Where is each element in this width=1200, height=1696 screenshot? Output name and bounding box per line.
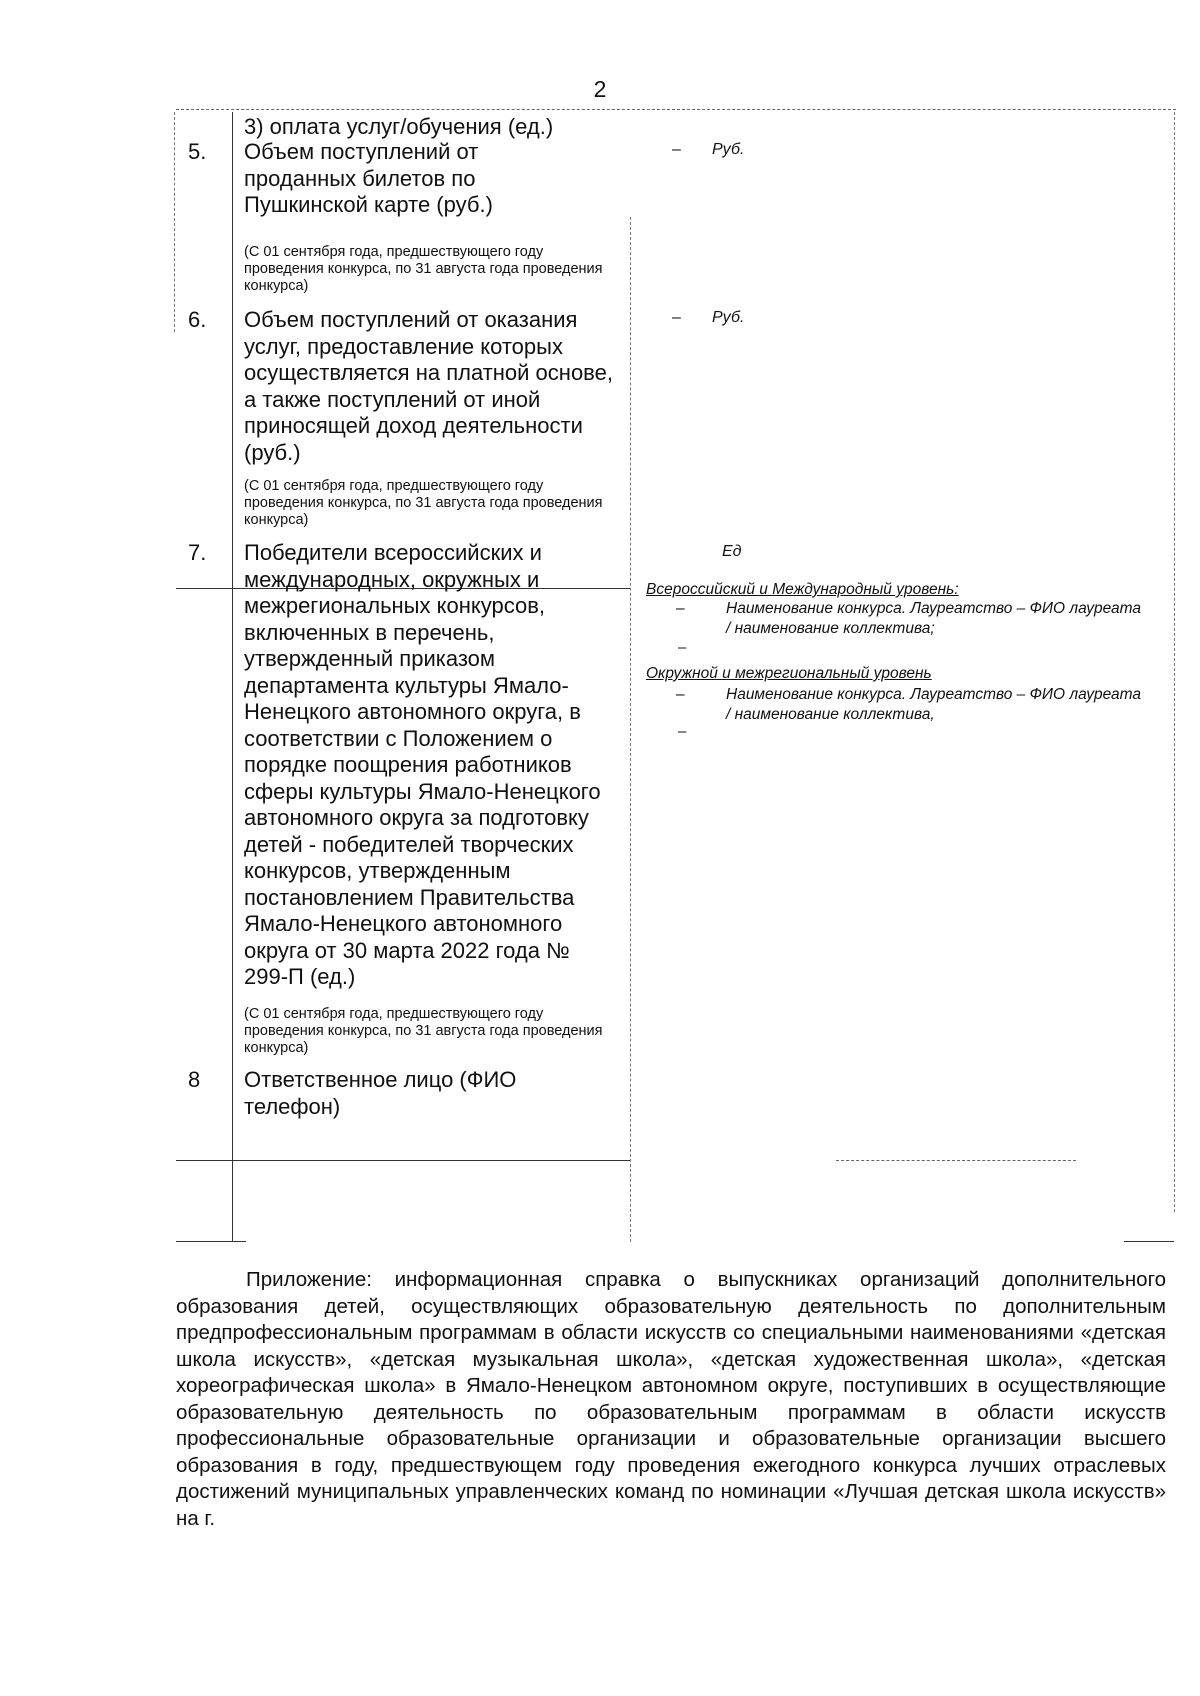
row-5-value-unit: Руб. xyxy=(712,141,745,158)
row-7-text: Победители всероссийских и международных, окружных и межрегиональных конкурсов, включенных в перечень, утвержденный приказом департамента культуры Ямало-Ненецкого автономного округа, в соответствии с Положением о порядке поощрения работников сферы культуры Ямало-Ненецкого автономного округа за подготовку детей - победителей творческих конкурсов, утвержденным постановлением Правительства Ямало-Ненецкого автономного округа от 30 марта 2022 года № 299-П (ед.) xyxy=(244,540,601,989)
row-7-number: 7. xyxy=(188,540,207,565)
row-5-note: (С 01 сентября года, предшествующего году проведения конкурса, по 31 августа года проведения конкурса) xyxy=(244,244,603,294)
row-5-value xyxy=(672,141,744,159)
row-6-text: Объем поступлений от оказания услуг, предоставление которых осуществляется на платной основе, а также поступлений от иной приносящей доход деятельности (руб.) xyxy=(244,307,613,465)
appendix-paragraph xyxy=(176,1267,1166,1532)
criteria-table xyxy=(176,114,1176,1242)
table-bottom-right xyxy=(1124,1241,1174,1242)
level-international-dash: – xyxy=(676,600,685,617)
level-regional-empty-dash: – xyxy=(678,723,687,740)
right-border xyxy=(1174,112,1175,1212)
level-regional-item xyxy=(678,685,1148,725)
row-7-note: (С 01 сентября года, предшествующего году проведения конкурса, по 31 августа года проведения конкурса) xyxy=(244,1006,603,1056)
row-8-text: Ответственное лицо (ФИО телефон) xyxy=(244,1067,517,1119)
row-6-note: (С 01 сентября года, предшествующего году проведения конкурса, по 31 августа года проведения конкурса) xyxy=(244,478,603,528)
left-border xyxy=(174,112,175,332)
level-international-item xyxy=(678,599,1148,639)
row-3-text: 3) оплата услуг/обучения (ед.) xyxy=(244,114,554,139)
row-6-value xyxy=(672,309,744,327)
appendix-text: Приложение: информационная справка о выпускниках организаций дополнительного образования детей, осуществляющих образовательную деятельность по дополнительным предпрофессиональным программам в области искусств со специальными наименованиями «детская школа искусств», «детская музыкальная школа», «детская художественная школа», «детская хореографическая школа» в Ямало-Ненецком автономном округе, поступивших в осуществляющие образовательную деятельность по образовательным программам в области искусств профессиональные образовательные организации и образовательные организации высшего образования в году, предшествующем году проведения ежегодного конкурса лучших отраслевых достижений муниципальных управленческих команд по номинации «Лучшая детская школа искусств» на г. xyxy=(176,1268,1166,1530)
table-top-border xyxy=(176,109,1176,110)
row-7-value: Ед xyxy=(722,543,742,560)
row-6-number: 6. xyxy=(188,307,207,332)
level-regional-item-text: Наименование конкурса. Лауреатство – ФИО лауреата / наименование коллектива, xyxy=(726,686,1142,723)
table-bottom-left xyxy=(176,1241,246,1242)
level-international-empty-dash: – xyxy=(678,639,687,656)
level-regional-title: Окружной и межрегиональный уровень xyxy=(646,665,932,682)
row-6-value-unit: Руб. xyxy=(712,309,745,326)
row-5-text: Объем поступлений от проданных билетов по Пушкинской карте (руб.) xyxy=(244,139,493,217)
level-international-item-text: Наименование конкурса. Лауреатство – ФИО лауреата / наименование коллектива; xyxy=(726,600,1142,637)
row-5-number: 5. xyxy=(188,139,207,164)
row-8-number: 8 xyxy=(188,1067,201,1092)
row-6-value-dash: – xyxy=(672,309,681,326)
level-international-title: Всероссийский и Международный уровень: xyxy=(646,581,959,598)
page-number: 2 xyxy=(593,76,607,102)
row-8-value-border xyxy=(836,1160,1076,1161)
column-divider-1 xyxy=(232,112,233,1242)
row-5-value-dash: – xyxy=(672,141,681,158)
column-divider-2 xyxy=(630,217,631,1242)
row-8-top-border xyxy=(176,1160,631,1161)
level-regional-dash: – xyxy=(676,686,685,703)
